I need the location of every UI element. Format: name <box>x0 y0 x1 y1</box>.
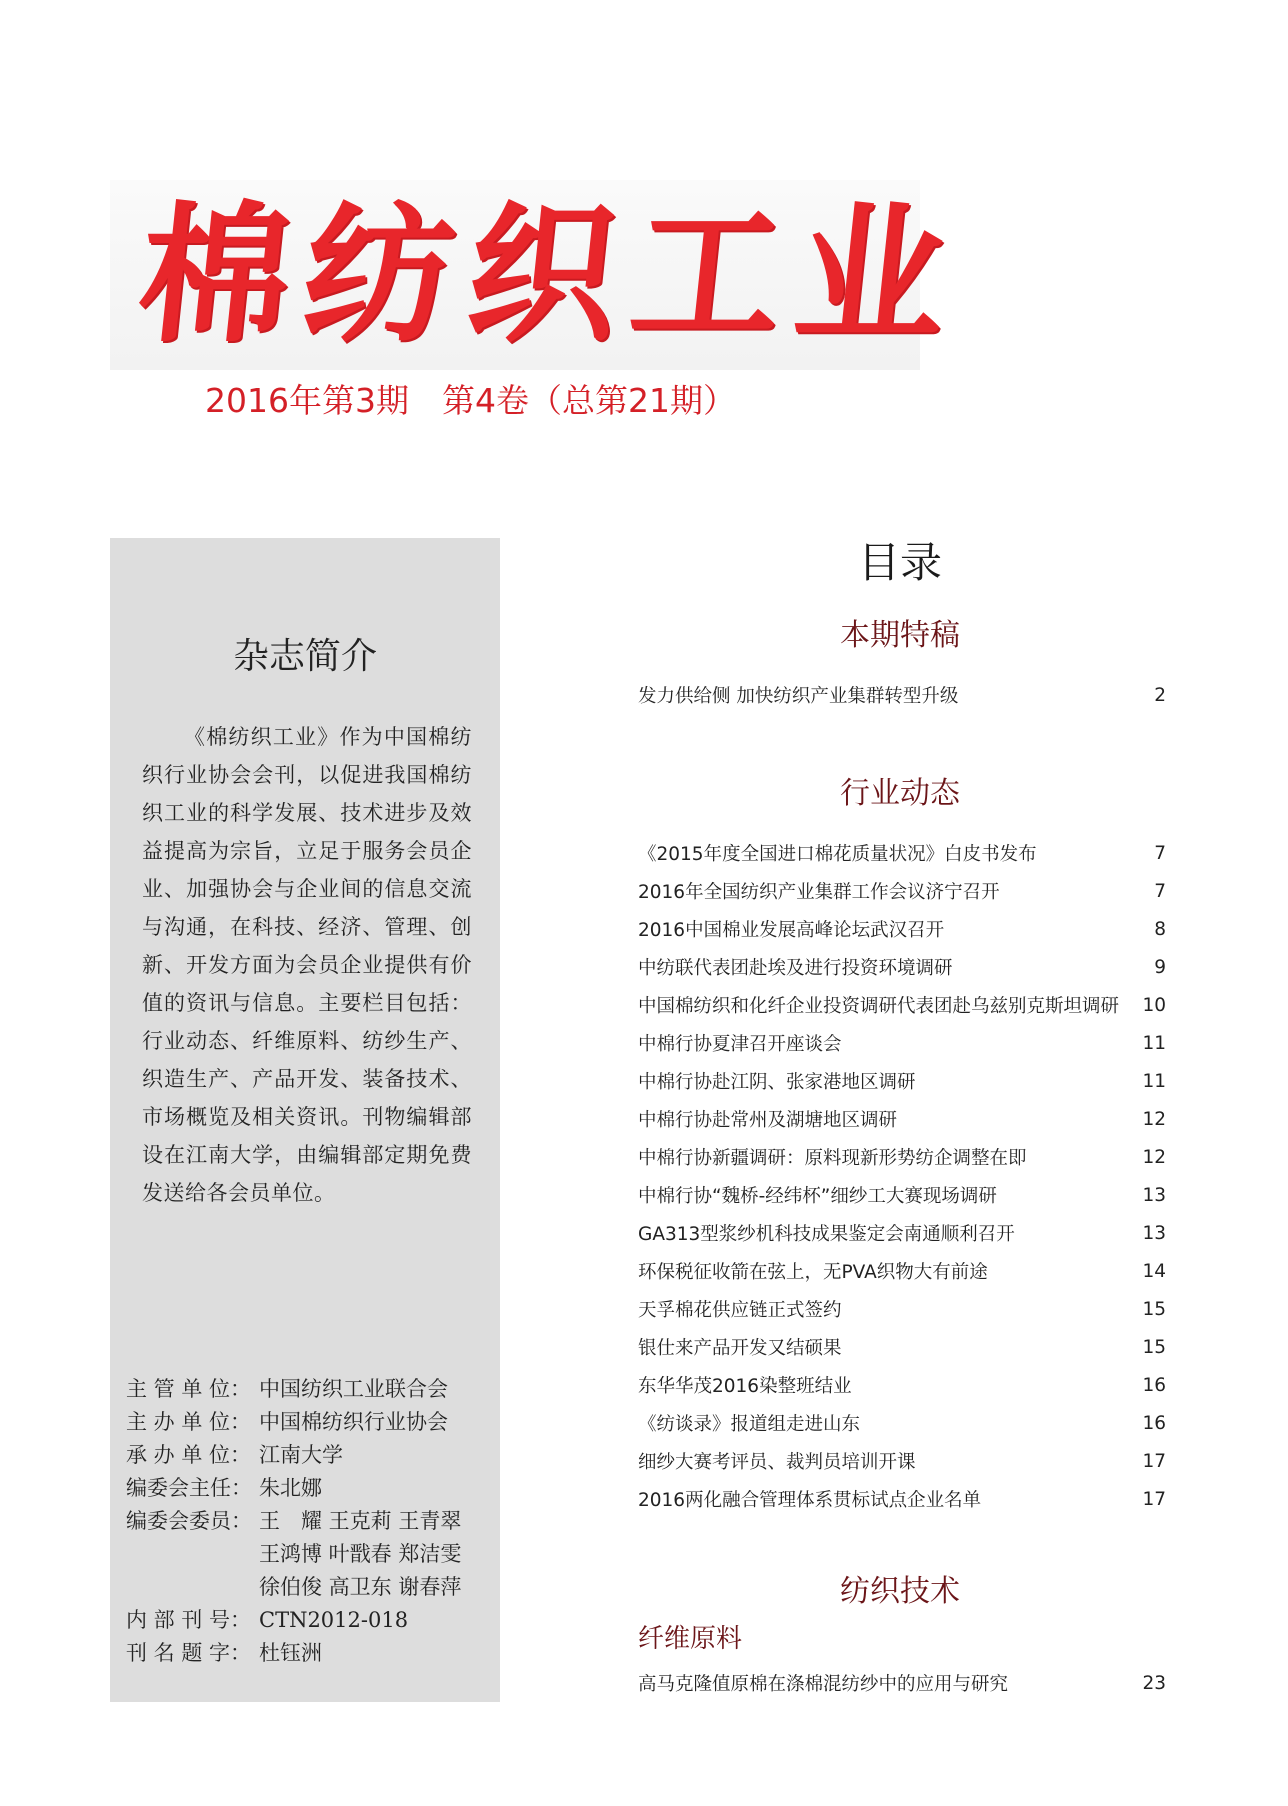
credit-label <box>126 1538 259 1571</box>
toc-entry-title: 中纺联代表团赴埃及进行投资环境调研 <box>638 958 953 979</box>
toc-entry[interactable] <box>638 1066 1166 1096</box>
toc-entry[interactable] <box>638 1370 1166 1400</box>
credit-label: 刊 名 题 字： <box>126 1641 252 1665</box>
toc-entry-page: 13 <box>1142 1184 1166 1206</box>
credit-label <box>126 1571 259 1604</box>
credit-value: 朱北娜 <box>259 1476 322 1500</box>
toc-entry-title: 中棉行协赴常州及湖塘地区调研 <box>638 1110 898 1131</box>
toc-entry[interactable] <box>638 1294 1166 1324</box>
credit-label: 内 部 刊 号： <box>126 1608 252 1632</box>
masthead-logo: 棉纺织工业 <box>130 187 970 363</box>
toc-entry-page: 9 <box>1154 956 1166 978</box>
toc-entry[interactable] <box>638 1446 1166 1476</box>
credit-value: 王鸿博 叶戬春 郑洁雯 <box>259 1542 462 1566</box>
intro-title: 杂志简介 <box>232 636 377 677</box>
credit-value: 江南大学 <box>259 1443 343 1467</box>
toc-entry[interactable] <box>638 1332 1166 1362</box>
toc-entry-title: GA313型浆纱机科技成果鉴定会南通顺利召开 <box>638 1224 1015 1245</box>
toc-entry[interactable] <box>638 1028 1166 1058</box>
toc-entry-page: 17 <box>1142 1488 1166 1510</box>
toc-entry[interactable] <box>638 1142 1166 1172</box>
toc-entry-page: 13 <box>1142 1222 1166 1244</box>
credit-value: 徐伯俊 高卫东 谢春萍 <box>259 1575 462 1599</box>
toc-entry-title: 发力供给侧 加快纺织产业集群转型升级 <box>638 686 959 707</box>
toc-entry-page: 15 <box>1142 1336 1166 1358</box>
toc-entry-title: 中棉行协夏津召开座谈会 <box>638 1034 842 1055</box>
toc-entry[interactable] <box>638 1180 1166 1210</box>
credit-value: 中国纺织工业联合会 <box>259 1377 448 1401</box>
toc-entry[interactable] <box>638 1668 1166 1698</box>
section-heading-industry-news: 行业动态 <box>840 776 960 811</box>
credit-value: 杜钰洲 <box>259 1641 322 1665</box>
toc-entry-title: 2016中国棉业发展高峰论坛武汉召开 <box>638 920 945 941</box>
credit-value: 王 耀 王克莉 王青翠 <box>259 1509 462 1533</box>
credit-label: 承 办 单 位： <box>126 1443 252 1467</box>
credit-label: 主 办 单 位： <box>126 1410 252 1434</box>
toc-title: 目录 <box>857 538 942 587</box>
credit-row <box>126 1505 496 1538</box>
credit-row <box>126 1406 496 1439</box>
section-heading-textile-tech: 纺织技术 <box>840 1574 960 1609</box>
toc-entry-title: 细纱大赛考评员、裁判员培训开课 <box>638 1452 916 1473</box>
credit-row <box>126 1538 496 1571</box>
toc-entry-title: 2016年全国纺织产业集群工作会议济宁召开 <box>638 882 1000 903</box>
toc-entry-title: 天孚棉花供应链正式签约 <box>638 1300 842 1321</box>
toc-entry-title: 《2015年度全国进口棉花质量状况》白皮书发布 <box>638 844 1037 865</box>
toc-entry[interactable] <box>638 990 1166 1020</box>
credit-row <box>126 1571 496 1604</box>
subsection-heading-fiber: 纤维原料 <box>638 1624 743 1654</box>
toc-entry-title: 《纺谈录》报道组走进山东 <box>638 1414 861 1435</box>
toc-entry[interactable] <box>638 1256 1166 1286</box>
toc-entry-page: 8 <box>1154 918 1166 940</box>
credit-row <box>126 1373 496 1406</box>
toc-entry[interactable] <box>638 838 1166 868</box>
toc-entry[interactable] <box>638 952 1166 982</box>
toc-entry[interactable] <box>638 1218 1166 1248</box>
credit-label: 编委会主任： <box>126 1476 252 1500</box>
toc-entry[interactable] <box>638 876 1166 906</box>
credit-row <box>126 1472 496 1505</box>
issue-line: 2016年第3期 第4卷（总第21期） <box>205 381 736 420</box>
toc-entry-title: 中棉行协“魏桥-经纬杯”细纱工大赛现场调研 <box>638 1186 997 1207</box>
credit-value: 中国棉纺织行业协会 <box>259 1410 448 1434</box>
toc-entry[interactable] <box>638 680 1166 710</box>
toc-entry-page: 7 <box>1154 842 1166 864</box>
toc-entry-page: 11 <box>1142 1032 1166 1054</box>
toc-entry-page: 2 <box>1154 684 1166 706</box>
credits-list <box>126 1373 496 1670</box>
toc-entry-page: 17 <box>1142 1450 1166 1472</box>
toc-entry-page: 12 <box>1142 1146 1166 1168</box>
toc-entry-page: 10 <box>1142 994 1166 1016</box>
credit-label: 主 管 单 位： <box>126 1377 252 1401</box>
toc-entry[interactable] <box>638 914 1166 944</box>
toc-entry-page: 16 <box>1142 1374 1166 1396</box>
intro-panel <box>110 538 500 1702</box>
credit-label: 编委会委员： <box>126 1509 252 1533</box>
toc-entry-title: 银仕来产品开发又结硕果 <box>638 1338 842 1359</box>
toc-entry-title: 高马克隆值原棉在涤棉混纺纱中的应用与研究 <box>638 1674 1009 1695</box>
toc-entry[interactable] <box>638 1484 1166 1514</box>
toc-entry-page: 12 <box>1142 1108 1166 1130</box>
toc-entry-page: 14 <box>1142 1260 1166 1282</box>
toc-entry-page: 23 <box>1142 1672 1166 1694</box>
toc-entry-title: 中国棉纺织和化纤企业投资调研代表团赴乌兹别克斯坦调研 <box>638 996 1120 1017</box>
credit-row <box>126 1637 496 1670</box>
toc-entry-page: 7 <box>1154 880 1166 902</box>
toc-entry-title: 中棉行协赴江阴、张家港地区调研 <box>638 1072 916 1093</box>
credit-row <box>126 1604 496 1637</box>
toc-entry[interactable] <box>638 1408 1166 1438</box>
toc-entry-title: 东华华茂2016染整班结业 <box>638 1376 852 1397</box>
section-heading-featured: 本期特稿 <box>840 618 960 653</box>
toc-entry-page: 15 <box>1142 1298 1166 1320</box>
toc-entry-title: 2016两化融合管理体系贯标试点企业名单 <box>638 1490 982 1511</box>
credit-value: CTN2012-018 <box>259 1608 409 1632</box>
toc-entry-page: 16 <box>1142 1412 1166 1434</box>
toc-entry-title: 中棉行协新疆调研：原料现新形势纺企调整在即 <box>638 1148 1027 1169</box>
credit-row <box>126 1439 496 1472</box>
toc-entry[interactable] <box>638 1104 1166 1134</box>
toc-entry-page: 11 <box>1142 1070 1166 1092</box>
toc-entry-title: 环保税征收箭在弦上，无PVA织物大有前途 <box>638 1262 988 1283</box>
intro-body: 《棉纺织工业》作为中国棉纺织行业协会会刊，以促进我国棉纺织工业的科学发展、技术进步及效益提高为宗旨，立足于服务会员企业、加强协会与企业间的信息交流与沟通，在科技、经济、管理、创新、开发方面为会员企业提供有价值的资讯与信息。主要栏目包括：行业动态、纤维原料、纺纱生产、织造生产、产品开发、装备技术、市场概览及相关资讯。刊物编辑部设在江南大学，由编辑部定期免费发送给各会员单位。 <box>142 725 472 1205</box>
